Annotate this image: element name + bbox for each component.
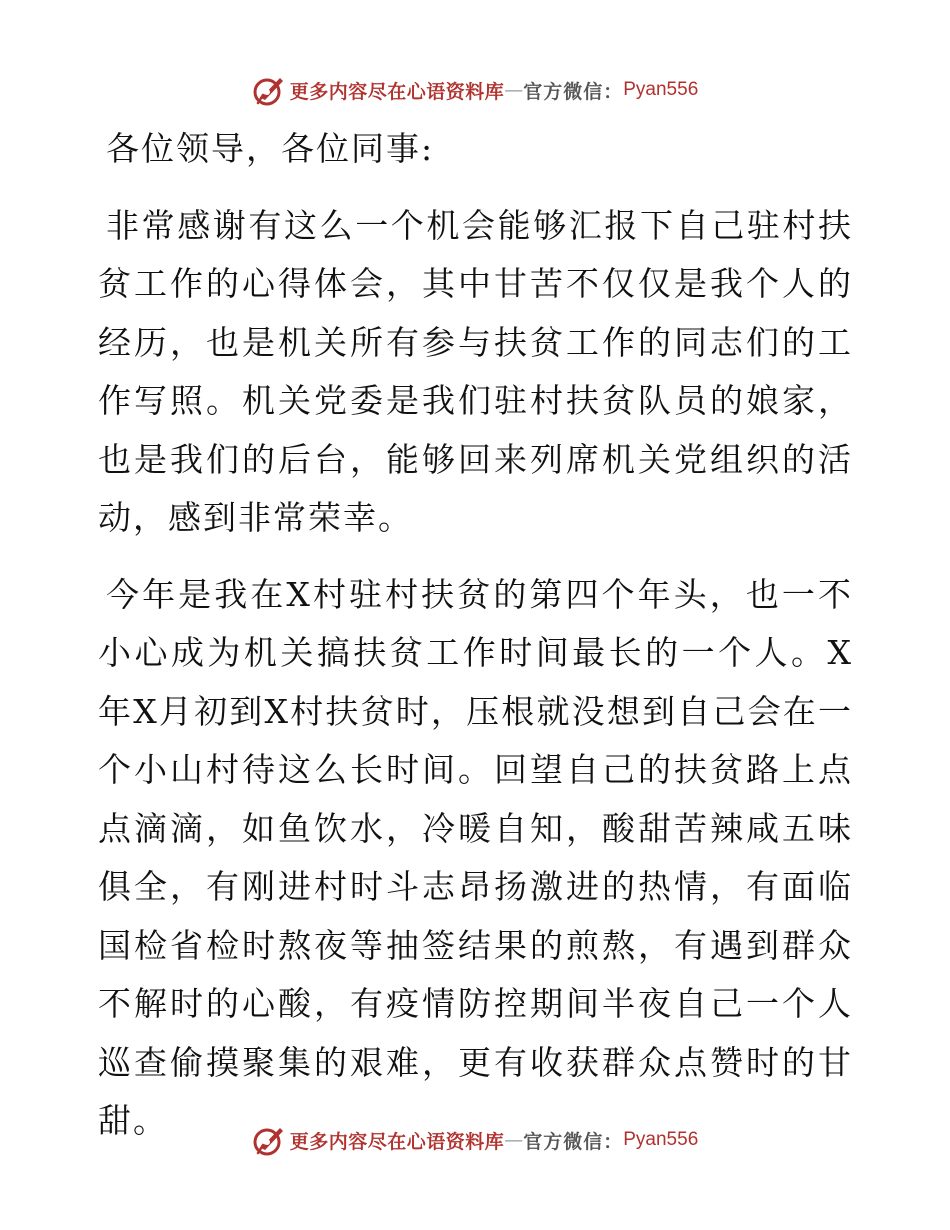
greeting: 各位领导，各位同事: (106, 129, 435, 168)
quill-logo-icon (252, 1123, 286, 1157)
banner-wechat-label: 官方微信： (523, 1130, 624, 1153)
banner-wechat-id: Pyan556 (623, 1129, 699, 1150)
quill-logo-icon (252, 73, 286, 107)
banner-dash: — (504, 79, 524, 101)
footer-banner (0, 1120, 950, 1160)
paragraph-1: 非常感谢有这么一个机会能够汇报下自己驻村扶贫工作的心得体会，其中甘苦不仅仅是我个人的经历，也是机关所有参与扶贫工作的同志们的工作写照。机关党委是我们驻村扶贫队员的娘家，也是我们的后台，能够回来列席机关党组织的活动，感到非常荣幸。 (98, 205, 853, 537)
banner-wechat-id: Pyan556 (623, 79, 699, 100)
banner-dash: — (504, 1129, 524, 1151)
header-banner (0, 70, 950, 110)
paragraph-2: 今年是我在X村驻村扶贫的第四个年头，也一不小心成为机关搞扶贫工作时间最长的一个人。X年X月初到X村扶贫时，压根就没想到自己会在一个小山村待这么长时间。回望自己的扶贫路上点点滴滴，如鱼饮水，冷暖自知，酸甜苦辣咸五味俱全，有刚进村时斗志昂扬激进的热情，有面临国检省检时熬夜等抽签结果的煎熬，有遇到群众不解时的心酸，有疫情防控期间半夜自己一个人巡查偷摸聚集的艰难，更有收获群众点赞时的甘甜。 (98, 574, 853, 1140)
document-body (98, 120, 853, 1169)
banner-site-text: 更多内容尽在心语资料库 (289, 1130, 505, 1153)
banner-site-text: 更多内容尽在心语资料库 (289, 80, 505, 103)
banner-wechat-label: 官方微信： (523, 80, 624, 103)
